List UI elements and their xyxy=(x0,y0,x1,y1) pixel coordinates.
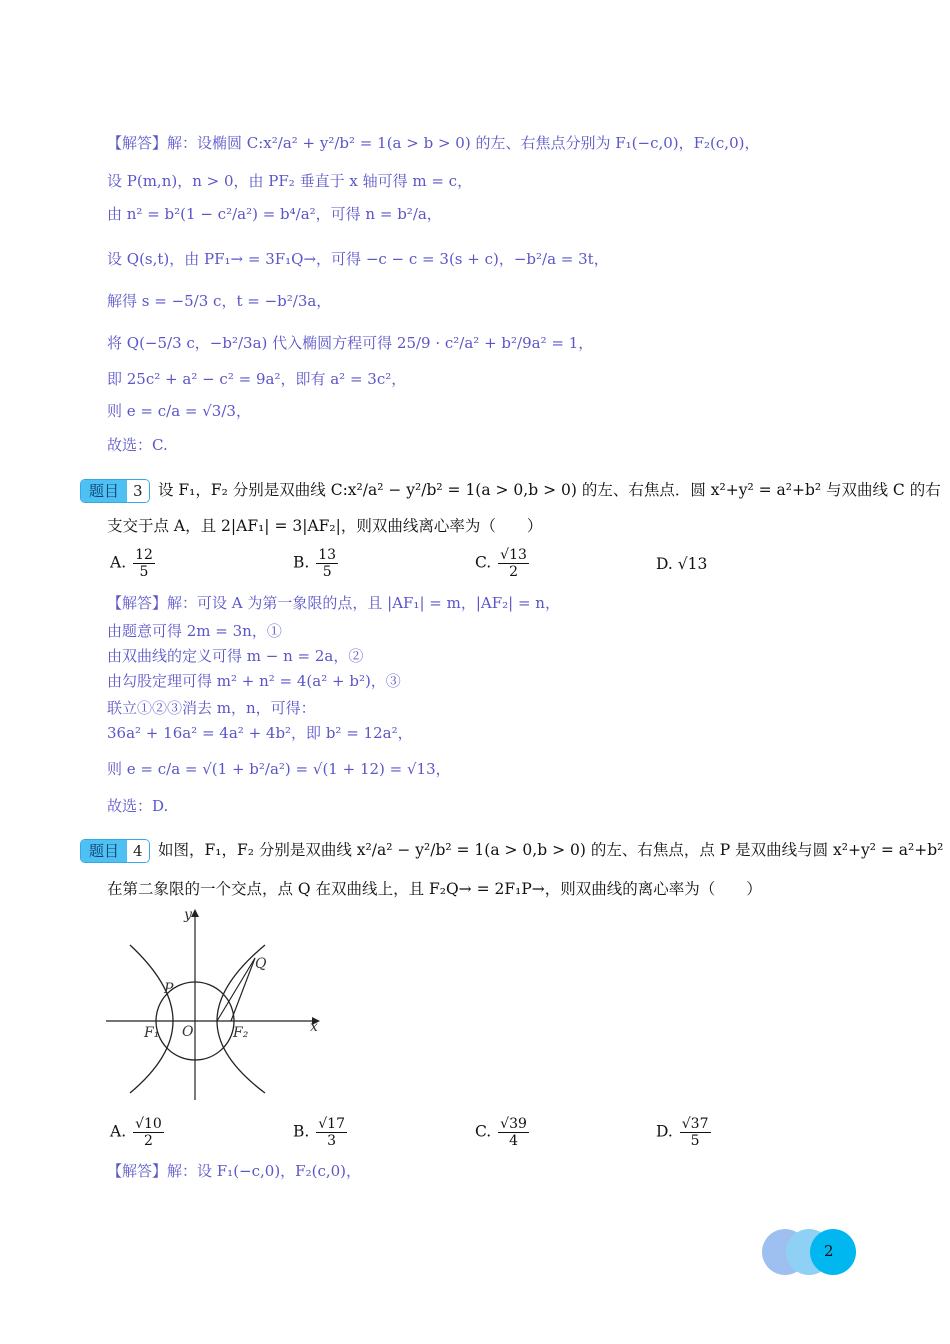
solution-line: 则 e = c/a = √(1 + b²/a²) = √(1 + 12) = √13， xyxy=(107,760,451,778)
solution-line: 由 n² = b²(1 − c²/a²) = b⁴/a²，可得 n = b²/a， xyxy=(107,205,442,223)
fraction-denominator: 5 xyxy=(139,564,149,580)
solution-line: 解得 s = −5/3 c，t = −b²/3a， xyxy=(107,292,332,310)
option-letter: D. xyxy=(656,555,673,573)
option-letter: A. xyxy=(110,1122,127,1141)
problem-tag xyxy=(80,479,150,503)
solution-line: 由勾股定理可得 m² + n² = 4(a² + b²)，③ xyxy=(107,672,401,690)
option-letter: D. xyxy=(656,1122,673,1141)
option-fraction xyxy=(680,1116,711,1149)
solution-line: 联立①②③消去 m，n，可得： xyxy=(107,699,316,717)
option-letter: C. xyxy=(475,1122,492,1141)
option-c xyxy=(475,547,531,580)
problem-3-text-line2: 支交于点 A，且 2|AF₁| = 3|AF₂|，则双曲线离心率为（ ） xyxy=(107,517,543,535)
fraction-numerator: √13 xyxy=(500,547,527,563)
segment-f2-q xyxy=(231,958,255,1021)
fraction-denominator: 4 xyxy=(509,1133,518,1149)
option-c xyxy=(475,1116,531,1149)
option-fraction xyxy=(498,547,529,580)
hyperbola-figure xyxy=(100,905,330,1105)
option-letter: B. xyxy=(293,1122,310,1141)
label-o: O xyxy=(182,1024,194,1040)
problem-tag-number: 3 xyxy=(127,480,149,502)
fraction-numerator: √10 xyxy=(135,1116,162,1132)
option-d xyxy=(656,555,707,573)
label-p: P xyxy=(164,981,174,997)
solution-line: 将 Q(−5/3 c，−b²/3a) 代入椭圆方程可得 25/9 · c²/a² + b²/9a² = 1， xyxy=(107,334,594,352)
problem-tag-number: 4 xyxy=(127,840,149,862)
option-fraction xyxy=(316,1116,347,1149)
problem-4-text-line2: 在第二象限的一个交点，点 Q 在双曲线上，且 F₂Q→ = 2F₁P→，则双曲线的离心率为（ ） xyxy=(107,880,762,898)
solution-line: 设 P(m,n)，n > 0，由 PF₂ 垂直于 x 轴可得 m = c， xyxy=(107,172,473,190)
option-d xyxy=(656,1116,713,1149)
label-f2: F₂ xyxy=(233,1025,249,1041)
page-number: 2 xyxy=(824,1242,834,1260)
solution-line: 故选：C. xyxy=(107,436,168,454)
fraction-numerator: √17 xyxy=(318,1116,346,1132)
fraction-denominator: 5 xyxy=(322,564,332,580)
y-axis-arrow xyxy=(191,909,199,917)
solution-line: 36a² + 16a² = 4a² + 4b²，即 b² = 12a²， xyxy=(107,724,413,742)
option-a xyxy=(110,547,157,580)
fraction-numerator: √37 xyxy=(681,1116,709,1132)
option-letter: A. xyxy=(110,553,127,572)
option-a xyxy=(110,1116,166,1149)
solution-line: 由题意可得 2m = 3n，① xyxy=(107,622,282,640)
solution-4-line: 【解答】解：设 F₁(−c,0)，F₂(c,0)， xyxy=(107,1162,362,1180)
problem-4-text-line1: 如图，F₁，F₂ 分别是双曲线 x²/a² − y²/b² = 1(a > 0,b > 0) 的左、右焦点，点 P 是双曲线与圆 x²+y² = a²+b² xyxy=(158,841,944,859)
option-letter: B. xyxy=(293,553,310,572)
solution-line: 则 e = c/a = √3/3， xyxy=(107,402,251,420)
solution-line: 由双曲线的定义可得 m − n = 2a，② xyxy=(107,647,364,665)
fraction-denominator: 5 xyxy=(690,1133,700,1149)
problem-3-text-line1: 设 F₁，F₂ 分别是双曲线 C:x²/a² − y²/b² = 1(a > 0,b > 0) 的左、右焦点．圆 x²+y² = a²+b² 与双曲线 C 的右 xyxy=(158,481,941,499)
hyperbola-left-branch xyxy=(130,945,173,1093)
label-x: x xyxy=(310,1019,318,1035)
option-b xyxy=(293,547,340,580)
solution-line: 故选：D. xyxy=(107,797,169,815)
option-fraction xyxy=(498,1116,529,1149)
solution-line: 即 25c² + a² − c² = 9a²，即有 a² = 3c²， xyxy=(107,370,407,388)
option-b xyxy=(293,1116,349,1149)
fraction-numerator: √39 xyxy=(500,1116,527,1132)
fraction-numerator: 12 xyxy=(135,547,153,563)
option-value: √13 xyxy=(677,555,708,573)
problem-tag-label: 题目 xyxy=(81,840,127,862)
label-f1: F₁ xyxy=(144,1025,160,1041)
solution-line: 【解答】解：设椭圆 C:x²/a² + y²/b² = 1(a > b > 0) 的左、右焦点分别为 F₁(−c,0)，F₂(c,0)， xyxy=(107,134,760,152)
solution-line: 设 Q(s,t)，由 PF₁→ = 3F₁Q→，可得 −c − c = 3(s + c)，−b²/a = 3t， xyxy=(107,250,609,268)
fraction-denominator: 2 xyxy=(509,564,518,580)
segment-q xyxy=(217,958,255,1021)
problem-tag xyxy=(80,839,150,863)
option-letter: C. xyxy=(475,553,492,572)
fraction-denominator: 2 xyxy=(143,1133,153,1149)
label-y: y xyxy=(184,907,192,923)
label-q: Q xyxy=(255,956,267,972)
solution-line: 【解答】解：可设 A 为第一象限的点，且 |AF₁| = m，|AF₂| = n， xyxy=(107,594,560,612)
fraction-numerator: 13 xyxy=(318,547,337,563)
option-fraction xyxy=(133,1116,164,1149)
problem-tag-label: 题目 xyxy=(81,480,127,502)
option-fraction xyxy=(316,547,338,580)
fraction-denominator: 3 xyxy=(327,1133,337,1149)
option-fraction xyxy=(133,547,155,580)
